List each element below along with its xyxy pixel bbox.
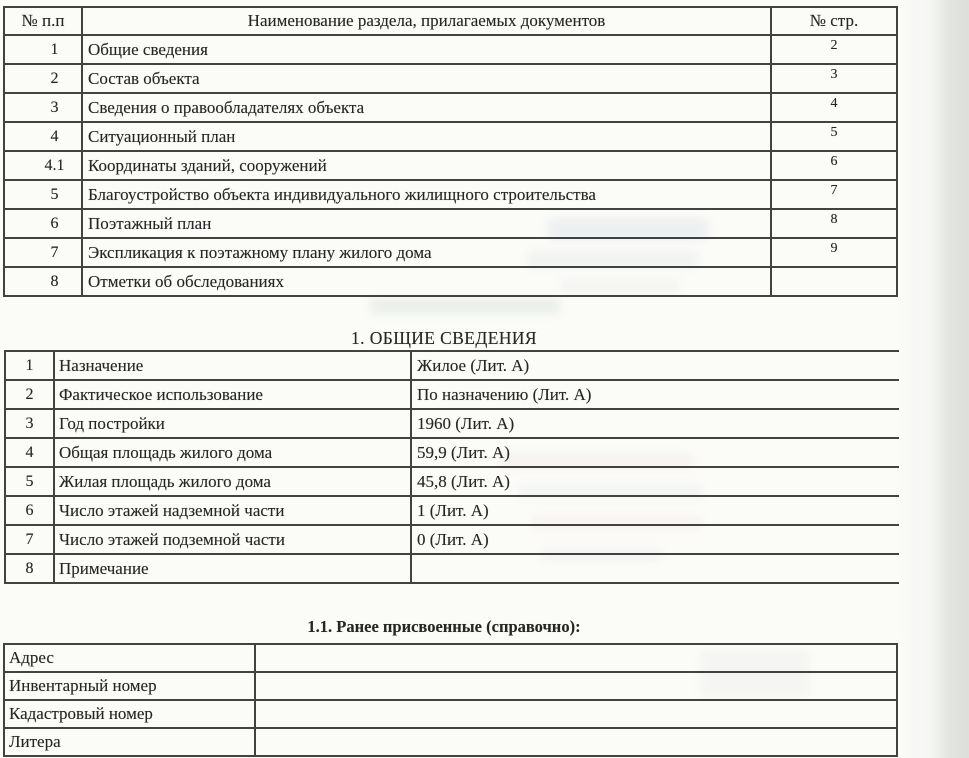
- table-row: [5, 409, 905, 438]
- row-label-cell: Литера: [4, 728, 255, 756]
- row-title-cell: Поэтажный план: [82, 209, 771, 238]
- row-title-cell: Координаты зданий, сооружений: [82, 151, 771, 180]
- row-page-cell: 5: [771, 122, 897, 151]
- table-row: [4, 93, 897, 122]
- contents-header-row: [4, 7, 897, 35]
- table-row: [4, 151, 897, 180]
- row-page-cell: [771, 267, 897, 296]
- table-row: [5, 351, 905, 380]
- row-title-cell: Ситуационный план: [82, 122, 771, 151]
- row-value-cell: 59,9 (Лит. А): [411, 438, 905, 467]
- contents-table: [3, 6, 898, 297]
- table-row: [5, 525, 905, 554]
- row-value-cell: 45,8 (Лит. А): [411, 467, 905, 496]
- table-row: [4, 238, 897, 267]
- table-row: [4, 64, 897, 93]
- row-number-cell: 4: [5, 438, 54, 467]
- row-page-cell: 4: [771, 93, 897, 122]
- row-number-cell: 3: [5, 409, 54, 438]
- row-label-cell: Число этажей надземной части: [54, 496, 411, 525]
- row-number-cell: 1: [5, 351, 54, 380]
- previously-assigned-table: [3, 643, 898, 757]
- row-number-cell: 8: [5, 554, 54, 583]
- table-row: [4, 35, 897, 64]
- row-page-cell: 2: [771, 35, 897, 64]
- row-value-cell: [411, 554, 905, 583]
- row-label-cell: Общая площадь жилого дома: [54, 438, 411, 467]
- row-number-cell: 2: [5, 380, 54, 409]
- table-row: [4, 209, 897, 238]
- row-value-cell: 0 (Лит. А): [411, 525, 905, 554]
- table-row: [4, 700, 897, 728]
- row-label-cell: Примечание: [54, 554, 411, 583]
- row-number-cell: 5: [5, 467, 54, 496]
- row-label-cell: Инвентарный номер: [4, 672, 255, 700]
- row-page-cell: 8: [771, 209, 897, 238]
- section-heading-previously-assigned: 1.1. Ранее присвоенные (справочно):: [307, 617, 581, 636]
- table-row: [5, 380, 905, 409]
- row-page-cell: 6: [771, 151, 897, 180]
- row-number-cell: 5: [4, 180, 82, 209]
- table-row: [5, 554, 905, 583]
- table-row: [4, 644, 897, 672]
- table-row: [4, 728, 897, 756]
- row-number-cell: 4: [4, 122, 82, 151]
- row-value-cell: [255, 672, 897, 700]
- section-heading-general-info: 1. ОБЩИЕ СВЕДЕНИЯ: [351, 328, 537, 348]
- row-number-cell: 3: [4, 93, 82, 122]
- table-row: [4, 122, 897, 151]
- table-row: [5, 496, 905, 525]
- row-label-cell: Год постройки: [54, 409, 411, 438]
- row-title-cell: Экспликация к поэтажному плану жилого дома: [82, 238, 771, 267]
- row-number-cell: 6: [4, 209, 82, 238]
- row-title-cell: Общие сведения: [82, 35, 771, 64]
- row-title-cell: Благоустройство объекта индивидуального жилищного строительства: [82, 180, 771, 209]
- column-header-title: Наименование раздела, прилагаемых документов: [82, 7, 771, 35]
- row-label-cell: Жилая площадь жилого дома: [54, 467, 411, 496]
- row-number-cell: 4.1: [4, 151, 82, 180]
- column-header-number: № п.п: [4, 7, 82, 35]
- row-value-cell: 1960 (Лит. А): [411, 409, 905, 438]
- table-row: [4, 267, 897, 296]
- scan-edge-strip: [899, 0, 969, 758]
- column-header-page: № стр.: [771, 7, 897, 35]
- row-label-cell: Кадастровый номер: [4, 700, 255, 728]
- row-number-cell: 2: [4, 64, 82, 93]
- row-title-cell: Отметки об обследованиях: [82, 267, 771, 296]
- row-number-cell: 1: [4, 35, 82, 64]
- row-value-cell: Жилое (Лит. А): [411, 351, 905, 380]
- row-label-cell: Назначение: [54, 351, 411, 380]
- general-info-table: [4, 350, 906, 584]
- row-value-cell: [255, 644, 897, 672]
- row-value-cell: 1 (Лит. А): [411, 496, 905, 525]
- row-number-cell: 7: [5, 525, 54, 554]
- table-row: [4, 180, 897, 209]
- row-page-cell: 9: [771, 238, 897, 267]
- row-page-cell: 3: [771, 64, 897, 93]
- table-row: [5, 467, 905, 496]
- row-value-cell: [255, 728, 897, 756]
- row-page-cell: 7: [771, 180, 897, 209]
- row-number-cell: 8: [4, 267, 82, 296]
- row-label-cell: Адрес: [4, 644, 255, 672]
- row-title-cell: Сведения о правообладателях объекта: [82, 93, 771, 122]
- bleedthrough-smudge: [370, 298, 560, 314]
- table-row: [4, 672, 897, 700]
- row-label-cell: Фактическое использование: [54, 380, 411, 409]
- row-number-cell: 6: [5, 496, 54, 525]
- row-value-cell: [255, 700, 897, 728]
- row-number-cell: 7: [4, 238, 82, 267]
- row-title-cell: Состав объекта: [82, 64, 771, 93]
- row-label-cell: Число этажей подземной части: [54, 525, 411, 554]
- row-value-cell: По назначению (Лит. А): [411, 380, 905, 409]
- table-row: [5, 438, 905, 467]
